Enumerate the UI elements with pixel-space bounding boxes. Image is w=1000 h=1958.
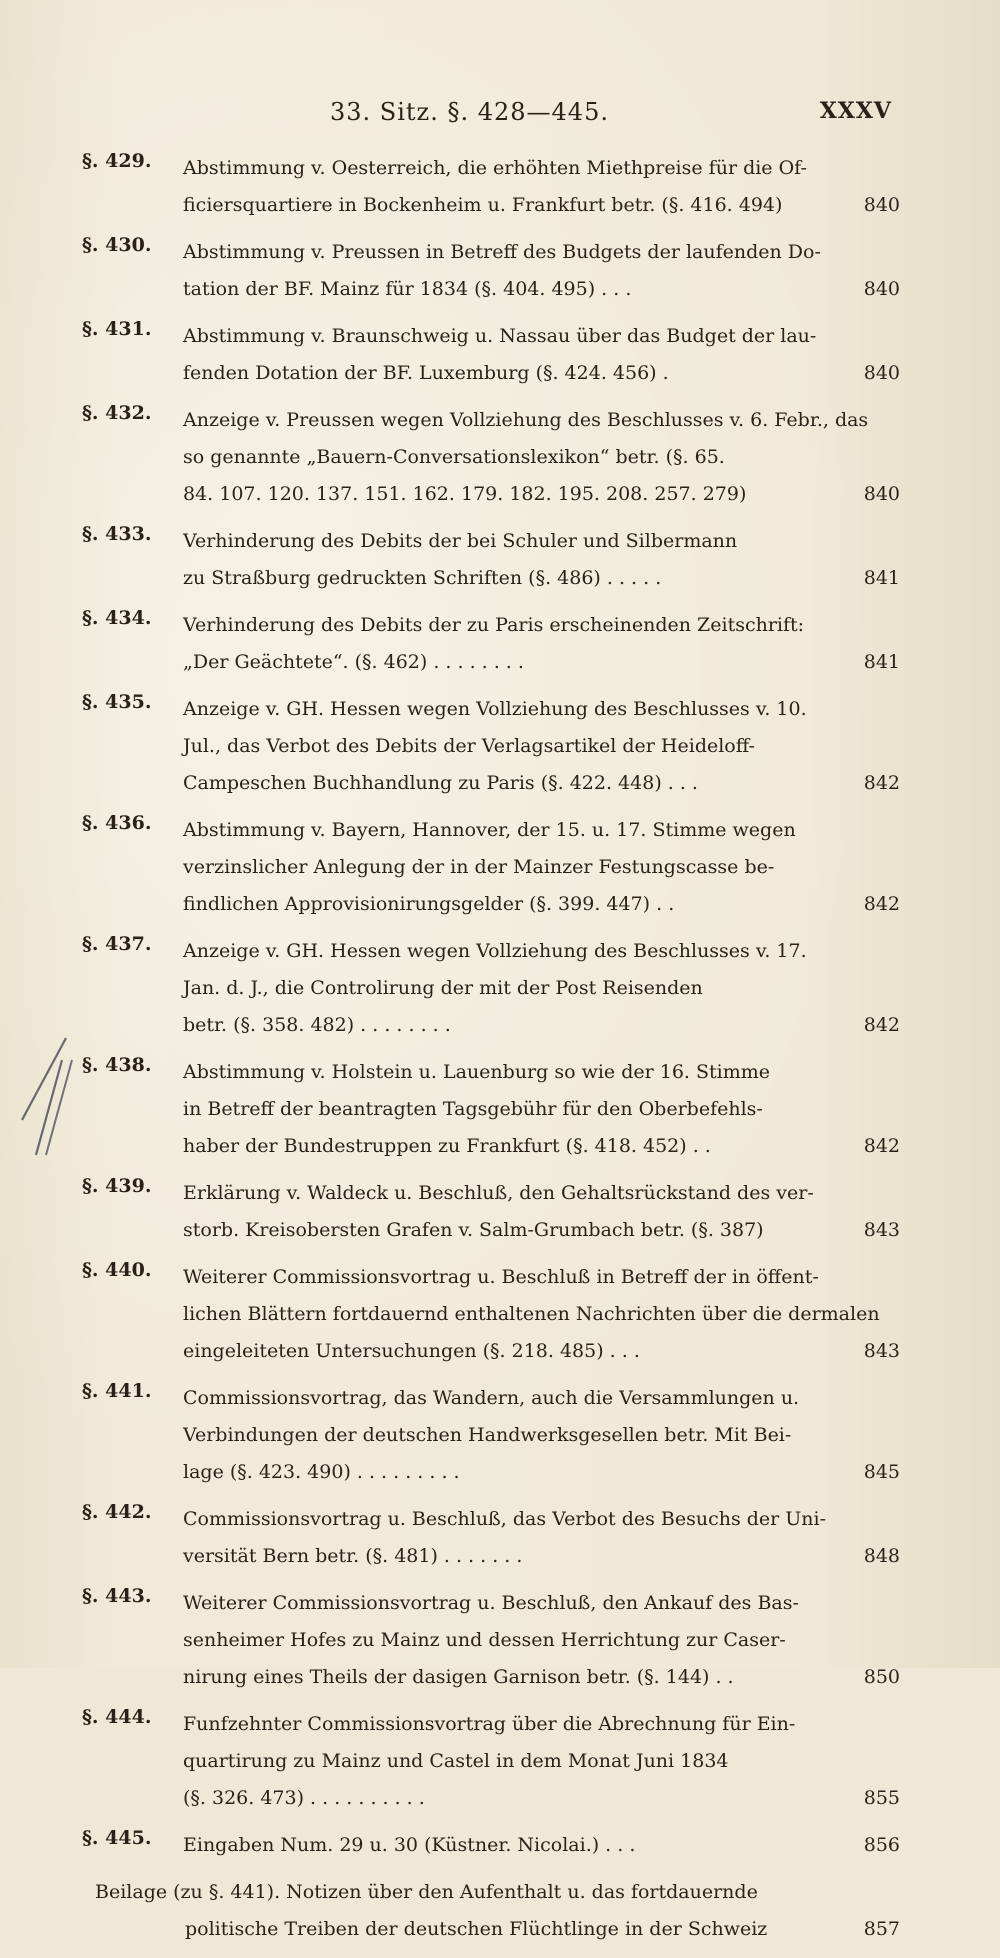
- entry-line: politische Treiben der deutschen Flüchtlinge in der Schweiz: [185, 1918, 768, 1940]
- entry-line: Erklärung v. Waldeck u. Beschluß, den Gehaltsrückstand des ver-: [183, 1182, 814, 1204]
- entry-line: senheimer Hofes zu Mainz und dessen Herrichtung zur Caser-: [183, 1629, 786, 1651]
- page-reference: 840: [863, 483, 900, 505]
- entry-line: Anzeige v. Preussen wegen Vollziehung des Beschlusses v. 6. Febr., das: [183, 409, 869, 431]
- entry-line: Jul., das Verbot des Debits der Verlagsartikel der Heideloff-: [183, 735, 755, 757]
- entry-line: tation der BF. Mainz für 1834 (§. 404. 495) . . .: [183, 278, 632, 300]
- toc-entry: [0, 1259, 1000, 1370]
- entry-text: [183, 1585, 803, 1696]
- entry-line: Verhinderung des Debits der bei Schuler und Silbermann: [183, 530, 738, 552]
- entry-line: quartirung zu Mainz und Castel in dem Monat Juni 1834: [183, 1750, 729, 1772]
- entry-text: [183, 523, 803, 597]
- page-reference: 842: [863, 1014, 900, 1036]
- entry-line: 84. 107. 120. 137. 151. 162. 179. 182. 195. 208. 257. 279): [183, 483, 747, 505]
- section-number: §. 438.: [82, 1054, 152, 1076]
- section-number: §. 435.: [82, 691, 152, 713]
- entry-line: findlichen Approvisionirungsgelder (§. 399. 447) . .: [183, 893, 675, 915]
- entry-line: Abstimmung v. Bayern, Hannover, der 15. u. 17. Stimme wegen: [183, 819, 796, 841]
- entry-text: [183, 1501, 827, 1575]
- page-reference: 841: [863, 651, 900, 673]
- page-reference: 841: [863, 567, 900, 589]
- toc-entry: [0, 1380, 1000, 1491]
- entry-line: haber der Bundestruppen zu Frankfurt (§. 418. 452) . .: [183, 1135, 711, 1157]
- section-number: §. 440.: [82, 1259, 152, 1281]
- section-number: §. 433.: [82, 523, 152, 545]
- toc-entry: [0, 1054, 1000, 1165]
- entry-line: (§. 326. 473) . . . . . . . . . .: [183, 1787, 425, 1809]
- section-number: §. 439.: [82, 1175, 152, 1197]
- entry-line: versität Bern betr. (§. 481) . . . . . . .: [183, 1545, 523, 1567]
- page-reference: 843: [863, 1219, 900, 1241]
- section-number: §. 437.: [82, 933, 152, 955]
- page-reference: 842: [863, 1135, 900, 1157]
- entry-text: [183, 607, 803, 681]
- entry-line: Campeschen Buchhandlung zu Paris (§. 422. 448) . . .: [183, 772, 698, 794]
- entry-line: Beilage (zu §. 441). Notizen über den Aufenthalt u. das fortdauernde: [95, 1881, 758, 1903]
- toc-entry: [0, 1585, 1000, 1696]
- page-reference: 840: [863, 362, 900, 384]
- entry-line: Abstimmung v. Preussen in Betreff des Budgets der laufenden Do-: [183, 241, 821, 263]
- entry-line: Verhinderung des Debits der zu Paris erscheinenden Zeitschrift:: [183, 614, 805, 636]
- entry-line: betr. (§. 358. 482) . . . . . . . .: [183, 1014, 451, 1036]
- entry-text: [183, 1175, 814, 1249]
- section-number: §. 436.: [82, 812, 152, 834]
- page-reference: 845: [863, 1461, 900, 1483]
- page-reference: 842: [863, 893, 900, 915]
- entry-text: [183, 402, 869, 513]
- section-number: §. 441.: [82, 1380, 152, 1402]
- entry-line: Commissionsvortrag u. Beschluß, das Verbot des Besuchs der Uni-: [183, 1508, 827, 1530]
- page-reference: 840: [863, 278, 900, 300]
- entry-line: verzinslicher Anlegung der in der Mainzer Festungscasse be-: [183, 856, 775, 878]
- toc-entry: [0, 812, 1000, 923]
- entry-line: Weiterer Commissionsvortrag u. Beschluß in Betreff der in öffent-: [183, 1266, 819, 1288]
- entry-line: Anzeige v. GH. Hessen wegen Vollziehung des Beschlusses v. 10.: [183, 698, 807, 720]
- page-reference: 840: [863, 194, 900, 216]
- toc-entry: [0, 523, 1000, 597]
- entry-text: [183, 812, 803, 923]
- entry-line: nirung eines Theils der dasigen Garnison betr. (§. 144) . .: [183, 1666, 734, 1688]
- entry-line: ficiersquartiere in Bockenheim u. Frankfurt betr. (§. 416. 494): [183, 194, 783, 216]
- toc-entry: [0, 1827, 1000, 1864]
- entry-text: [183, 318, 817, 392]
- entry-text: [183, 150, 807, 224]
- entry-line: „Der Geächtete“. (§. 462) . . . . . . . .: [183, 651, 524, 673]
- entry-line: in Betreff der beantragten Tagsgebühr für den Oberbefehls-: [183, 1098, 763, 1120]
- entry-line: fenden Dotation der BF. Luxemburg (§. 424. 456) .: [183, 362, 669, 384]
- toc-entry: [0, 1706, 1000, 1817]
- toc-entry-beilage: [0, 1874, 1000, 1948]
- entry-line: lage (§. 423. 490) . . . . . . . . .: [183, 1461, 460, 1483]
- page-reference: 856: [863, 1834, 900, 1856]
- section-number: §. 443.: [82, 1585, 152, 1607]
- entry-line: zu Straßburg gedruckten Schriften (§. 486) . . . . .: [183, 567, 662, 589]
- entry-line: Anzeige v. GH. Hessen wegen Vollziehung des Beschlusses v. 17.: [183, 940, 807, 962]
- entry-text: [183, 1380, 803, 1491]
- entry-line: so genannte „Bauern-Conversationslexikon“ betr. (§. 65.: [183, 446, 725, 468]
- entry-line: Verbindungen der deutschen Handwerksgesellen betr. Mit Bei-: [183, 1424, 792, 1446]
- toc-entry: [0, 607, 1000, 681]
- entry-line: Funfzehnter Commissionsvortrag über die Abrechnung für Ein-: [183, 1713, 796, 1735]
- running-head: 33. Sitz. §. 428—445.: [330, 98, 609, 126]
- toc-entry: [0, 933, 1000, 1044]
- entry-text: [183, 1706, 803, 1817]
- page-reference: 842: [863, 772, 900, 794]
- entry-text: [95, 1874, 795, 1948]
- toc-entry: [0, 234, 1000, 308]
- toc-entry: [0, 1175, 1000, 1249]
- entry-text: [183, 933, 807, 1044]
- entry-line: Eingaben Num. 29 u. 30 (Küstner. Nicolai.) . . .: [183, 1834, 636, 1856]
- entry-line: Commissionsvortrag, das Wandern, auch die Versammlungen u.: [183, 1387, 800, 1409]
- entry-line: lichen Blättern fortdauernd enthaltenen Nachrichten über die dermalen: [183, 1303, 880, 1325]
- entry-text: [183, 234, 821, 308]
- section-number: §. 444.: [82, 1706, 152, 1728]
- page-header: [0, 98, 1000, 132]
- page-reference: 857: [863, 1918, 900, 1940]
- entry-line: Weiterer Commissionsvortrag u. Beschluß, den Ankauf des Bas-: [183, 1592, 799, 1614]
- entry-line: eingeleiteten Untersuchungen (§. 218. 485) . . .: [183, 1340, 640, 1362]
- entry-text: [183, 1259, 880, 1370]
- entry-text: [183, 1054, 803, 1165]
- toc-entry: [0, 150, 1000, 224]
- section-number: §. 432.: [82, 402, 152, 424]
- entry-line: Jan. d. J., die Controlirung der mit der Post Reisenden: [183, 977, 703, 999]
- pencil-mark-icon: [18, 1030, 88, 1160]
- section-number: §. 430.: [82, 234, 152, 256]
- entry-text: [183, 691, 807, 802]
- page-reference: 855: [863, 1787, 900, 1809]
- entry-line: Abstimmung v. Holstein u. Lauenburg so wie der 16. Stimme: [183, 1061, 770, 1083]
- page-reference: 850: [863, 1666, 900, 1688]
- toc-entry: [0, 318, 1000, 392]
- page-number-roman: XXXV: [819, 98, 892, 124]
- section-number: §. 429.: [82, 150, 152, 172]
- section-number: §. 434.: [82, 607, 152, 629]
- toc-entry: [0, 691, 1000, 802]
- entry-line: Abstimmung v. Oesterreich, die erhöhten Miethpreise für die Of-: [183, 157, 807, 179]
- page-reference: 848: [863, 1545, 900, 1567]
- entry-text: [183, 1827, 803, 1864]
- page-reference: 843: [863, 1340, 900, 1362]
- table-of-contents: [0, 150, 1000, 1958]
- section-number: §. 442.: [82, 1501, 152, 1523]
- section-number: §. 445.: [82, 1827, 152, 1849]
- entry-line: Abstimmung v. Braunschweig u. Nassau über das Budget der lau-: [183, 325, 817, 347]
- entry-line: storb. Kreisobersten Grafen v. Salm-Grumbach betr. (§. 387): [183, 1219, 764, 1241]
- toc-entry: [0, 1501, 1000, 1575]
- toc-entry: [0, 402, 1000, 513]
- section-number: §. 431.: [82, 318, 152, 340]
